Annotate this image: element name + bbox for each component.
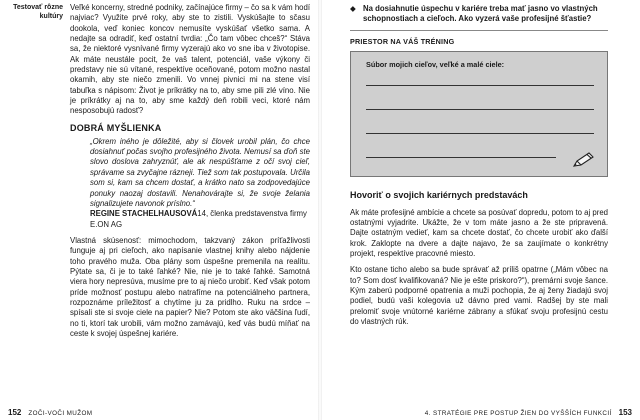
subheading-career-ideas: Hovoriť o svojich kariérnych predstavách — [350, 189, 528, 200]
attribution-name: REGINE STACHELHAUSOVÁ — [90, 209, 198, 219]
left-footer — [8, 408, 92, 417]
training-box-label: Súbor mojich cieľov, veľké a malé ciele: — [366, 59, 505, 69]
bullet-question-text: Na dosiahnutie úspechu v kariére treba mať jasno vo vlastných schopnostiach a cieľoch. Ako vyzerá vaše profesijné šťastie? — [363, 4, 598, 24]
left-text-column — [70, 3, 310, 339]
left-paragraph-2: Vlastná skúsenosť: mimochodom, takzvaný zákon príťažlivosti funguje aj pri cieľoch, ako napísanie vlastnej knihy alebo nájdenie toho pravého muža. Oba plány som úspešne premenila na realitu. Pýtate sa, či je to také ľahké? Nie, nie je to také ľahké. Samotná viera hory nepresúva, musíme pre to aj niečo urobiť. Keď však potom príde možnosť postupu alebo natrafíme na potenciálneho partnera, rozpoznáme príležitosť a chytíme ju za pridlho. Ruku na srdce – spísali ste si svoje ciele na papier? Nie? Potom ste ako väčšina ľudí, no ti, ktorí tak urobili, vám možno zamávajú, keď vás budú míňať na ceste k svojej úspešnej kariére. — [70, 235, 310, 338]
pencil-icon — [572, 152, 594, 168]
left-running-title: ZOČI-VOČI MUŽOM — [28, 410, 93, 417]
writing-line — [366, 133, 594, 134]
writing-line — [366, 157, 556, 158]
left-page-number: 152 — [8, 408, 22, 417]
section-divider — [350, 30, 608, 31]
section-title-good-thought: DOBRÁ MYŠLIENKA — [70, 122, 162, 133]
right-paragraph-1: Ak máte profesijné ambície a chcete sa posúvať dopredu, potom to aj pred ostatnými vyjadrite. Ukážte, že v tom máte jasno a že ste pripravená. Dajte ostatným vedieť, kam sa chcete dostať, čo chcete urobiť ako ďalší krok. Zaklopte na dvere a dajte najavo, že sa zaujímate o konkrétny projekt, respektíve pracovné miesto. — [350, 207, 608, 259]
quote-attribution — [90, 209, 310, 230]
attribution-role: 14, členka predstavenstva firmy E.ON AG — [90, 209, 307, 229]
quote-block — [70, 137, 310, 230]
margin-note: Testovať rôzne kultúry — [13, 4, 63, 20]
training-title: PRIESTOR NA VÁŠ TRÉNING — [350, 36, 455, 46]
writing-line — [366, 109, 594, 110]
right-page-number: 153 — [618, 408, 632, 417]
right-footer — [425, 408, 632, 417]
bullet-question — [350, 4, 608, 25]
writing-line — [366, 85, 594, 86]
quote-text: „Okrem iného je dôležité, aby si človek urobil plán, čo chce dosiahnuť počas svojho profesijného života. Nemusí sa ďoň ste slovo doslova zahryznúť, ale ak nespúšťame z očí svoj cieľ, správame sa zvyčajne rázneji. Tiež som tak postupovala. Určila som si, kam sa chcem dostať, a krátko nato sa zodpovedajúce ponuky naozaj dostavili. Nenahovárajte si, že svoje želania signalizujete navonok príslno.“ — [90, 136, 310, 208]
right-page — [320, 0, 640, 420]
right-paragraph-2: Kto ostane ticho alebo sa bude správať až príliš opatrne („Mám vôbec na to? Som dosť kvalifikovaná? Nie je ešte priskoro?“), premárni svoje šance. Kým zaberú podporné opatrenia a muži pochopia, že aj ženy žiadajú svoj podiel, budú vaši kolegovia už dávno pred vami. Radšej by ste mali prelomiť svoje vnútorné kariérne zábrany a sfúkať svoju profesijnú cestu do vlastných rúk. — [350, 265, 608, 327]
training-box — [350, 51, 608, 177]
diamond-bullet-icon: ◆ — [350, 4, 356, 13]
left-paragraph-1: Veľké koncerny, stredné podniky, začínajúce firmy – čo sa k vám hodí najviac? Využite prvé roky, aby ste to zistili. Vyskúšajte to sčasu dookola, veď koniec koncov nemusíte vyskúšať všetko sama. A nedajte sa odradiť, keď ostatní tvrdia: „Čo tam vôbec chceš?“ Stáva sa, že niektoré vysnívané firmy vyzerajú ako vo sne iba v životopise. Ak máte neustále pocit, že vaš talent, potenciál, vaše výkony či predstavy nie sú vítané, respektíve oceňované, potom možno nastal okamih, aby ste niečo zmenili. Vo vnnej pivnici mi na stene visí tabuľka s nápisom: Život je príkrátky na to, aby sme pili zlé víno. Nie je príkrátky aj na to, aby sme každý deň robili veci, ktoré nám nesposobujú radosť? — [70, 3, 310, 116]
right-text-column — [350, 4, 608, 327]
right-running-title: 4. STRATÉGIE PRE POSTUP ŽIEN DO VYŠŠÍCH FUNKCIÍ — [424, 410, 612, 417]
